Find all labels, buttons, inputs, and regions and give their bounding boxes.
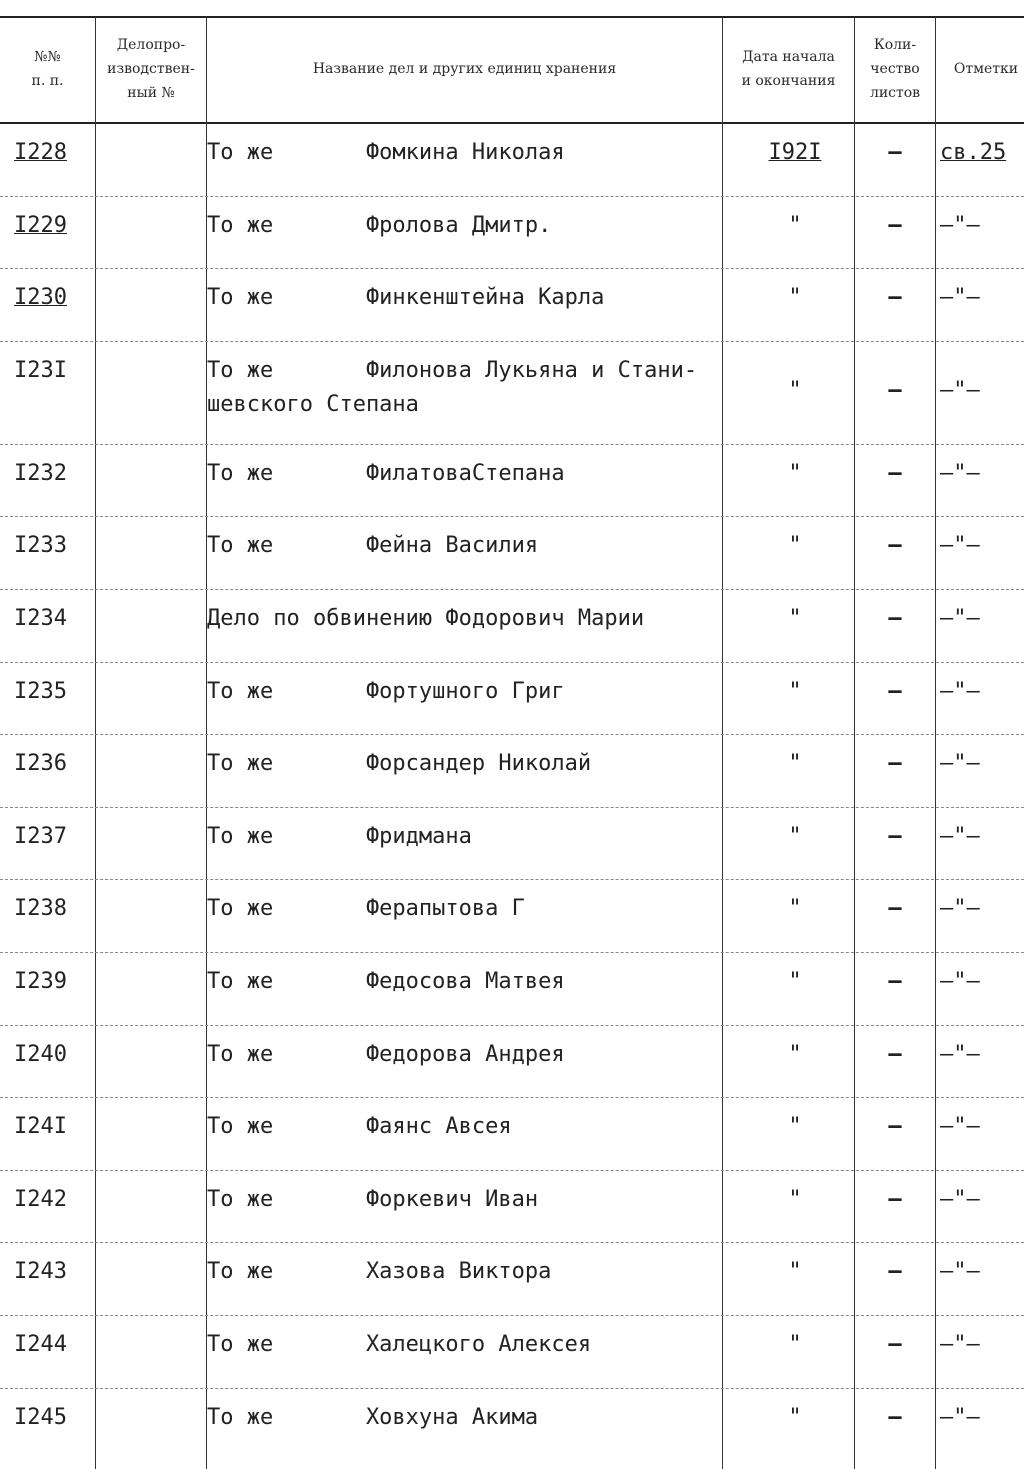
record-sheets: – [888,377,902,403]
record-date: " [788,1331,802,1357]
record-date: " [788,751,802,777]
record-date: " [788,1404,802,1430]
record-date: " [788,1041,802,1067]
table-row [0,880,1024,953]
record-notes: –"– [940,377,980,403]
record-title: То же Фейна Василия [207,533,539,559]
record-title: Дело по обвинению Фодорович Марии [207,605,645,631]
table-row [0,342,1024,445]
record-number: I228 [14,140,67,165]
record-title: То же Форсандер Николай [207,751,592,777]
record-number: I234 [14,605,67,631]
record-title: То же Финкенштейна Карла [207,285,605,311]
record-date: " [788,1114,802,1140]
record-number: I235 [14,678,67,704]
record-number: I232 [14,460,67,486]
record-title-continued: шевского Степана [207,391,419,417]
table-row [0,517,1024,590]
record-title: То же Фридмана [207,823,472,849]
record-notes: –"– [940,968,980,994]
table-row [0,269,1024,342]
record-title: То же ФилатоваСтепана [207,460,565,486]
record-sheets: – [888,751,902,777]
record-notes: –"– [940,1041,980,1067]
record-notes: –"– [940,1404,980,1430]
table-row [0,124,1024,197]
record-title: То же Форкевич Иван [207,1186,539,1212]
record-number: I229 [14,212,67,238]
table-row [0,590,1024,663]
record-title: То же Хазова Виктора [207,1259,552,1285]
record-sheets: – [888,1041,902,1067]
record-date: " [788,460,802,486]
record-title: То же Федорова Андрея [207,1041,565,1067]
record-date: " [788,678,802,704]
record-number: I239 [14,968,67,994]
record-date: " [788,1259,802,1285]
record-date: " [788,377,802,403]
table-row [0,1171,1024,1244]
record-number: I244 [14,1331,67,1357]
record-number: I238 [14,896,67,922]
table-row [0,1316,1024,1389]
record-notes: св.25 [940,140,1007,165]
table-row [0,1098,1024,1171]
header-office-number: Делопро- изводствен- ный № [107,37,195,101]
table-row [0,953,1024,1026]
record-title: То же Ферапытова Г [207,896,525,922]
record-number: I237 [14,823,67,849]
record-sheets: – [888,1114,902,1140]
record-number: I242 [14,1186,67,1212]
record-title: То же Филонова Лукьяна и Стани- [207,357,698,383]
record-number: I243 [14,1259,67,1285]
record-title: То же Фортушного Григ [207,678,565,704]
record-date: " [788,285,802,311]
record-title: То же Федосова Матвея [207,968,565,994]
record-notes: –"– [940,678,980,704]
record-sheets: – [888,605,902,631]
header-number: №№ п. п. [31,49,64,89]
record-number: I233 [14,533,67,559]
record-notes: –"– [940,212,980,238]
record-notes: –"– [940,1186,980,1212]
record-notes: –"– [940,1114,980,1140]
record-sheets: – [888,1186,902,1212]
header-title: Название дел и других единиц хранения [312,61,617,78]
record-sheets: – [888,896,902,922]
record-number: I230 [14,285,67,311]
inventory-table-body [0,124,1024,1461]
record-sheets: – [888,968,902,994]
record-number: I236 [14,751,67,777]
record-notes: –"– [940,1259,980,1285]
header-sheets: Коли- чество листов [869,37,921,101]
table-row [0,808,1024,881]
table-row [0,663,1024,736]
record-title: То же Фаянс Авсея [207,1114,512,1140]
record-number: I240 [14,1041,67,1067]
header-dates: Дата начала и окончания [741,49,836,89]
record-sheets: – [888,460,902,486]
table-row [0,735,1024,808]
record-notes: –"– [940,533,980,559]
record-notes: –"– [940,460,980,486]
record-title: То же Халецкого Алексея [207,1331,592,1357]
record-date: " [788,896,802,922]
record-notes: –"– [940,605,980,631]
record-notes: –"– [940,285,980,311]
table-row [0,197,1024,270]
record-date: " [788,533,802,559]
record-sheets: – [888,212,902,238]
record-sheets: – [888,285,902,311]
record-date: " [788,1186,802,1212]
record-title: То же Ховхуна Акима [207,1404,539,1430]
record-notes: –"– [940,823,980,849]
record-notes: –"– [940,751,980,777]
record-sheets: – [888,140,902,165]
record-number: I23I [14,357,67,383]
record-date: " [788,212,802,238]
record-number: I24I [14,1114,67,1140]
record-date: " [788,968,802,994]
table-row [0,445,1024,518]
record-title: То же Фомкина Николая [207,140,565,165]
table-row [0,1026,1024,1099]
table-row [0,1389,1024,1462]
record-sheets: – [888,823,902,849]
table-row [0,1243,1024,1316]
record-number: I245 [14,1404,67,1430]
record-sheets: – [888,1404,902,1430]
record-sheets: – [888,678,902,704]
record-notes: –"– [940,1331,980,1357]
record-sheets: – [888,1259,902,1285]
record-sheets: – [888,533,902,559]
header-notes: Отметки [953,61,1019,78]
record-sheets: – [888,1331,902,1357]
record-notes: –"– [940,896,980,922]
record-date: " [788,605,802,631]
record-date: I92I [768,140,822,165]
record-date: " [788,823,802,849]
record-title: То же Фролова Дмитр. [207,212,552,238]
